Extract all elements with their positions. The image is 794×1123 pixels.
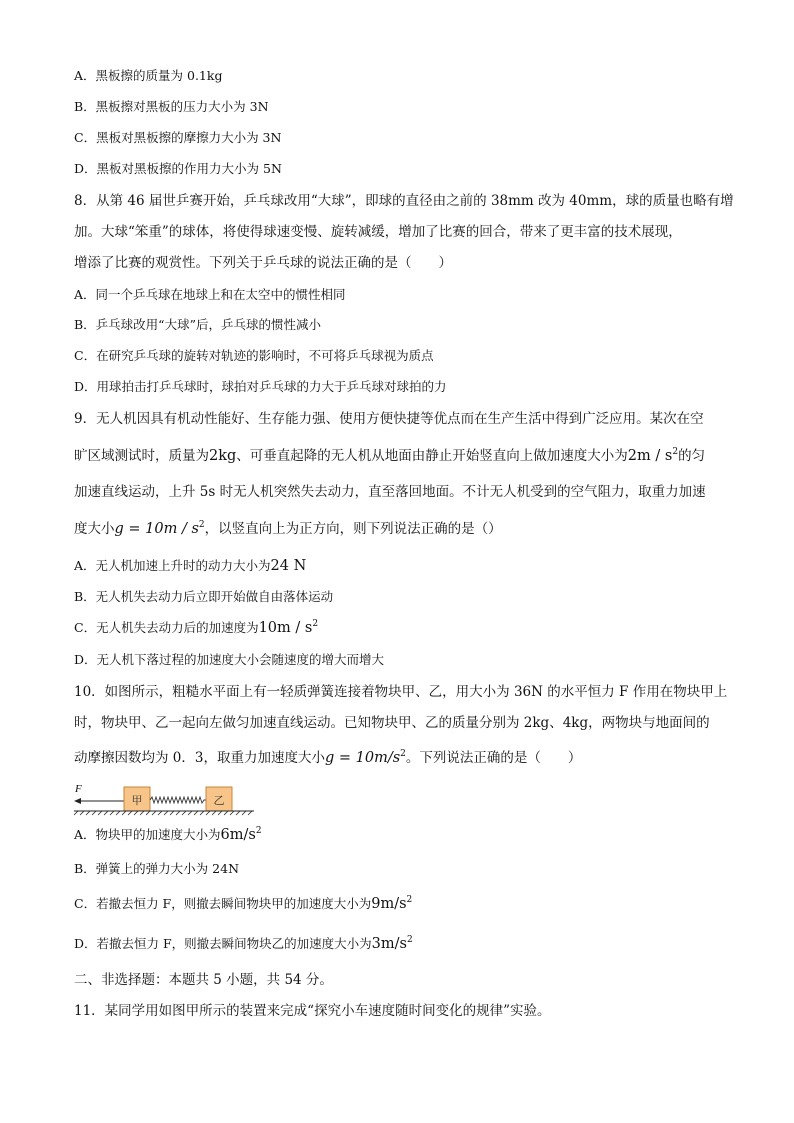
q9-acceleration-exponent: 2 xyxy=(672,447,679,457)
q10-option-d-text: D．若撤去恒力 F，则撤去瞬间物块乙的加速度大小为 xyxy=(74,936,372,951)
q10-gravity: g = 10m/s xyxy=(324,750,401,766)
q10-option-c-value: 9m/s xyxy=(371,896,407,912)
q8-option-a: A．同一个乒乓球在地球上和在太空中的惯性相同 xyxy=(74,287,346,302)
force-label: F xyxy=(75,783,82,795)
q9-text: 旷区域测试时，质量为 xyxy=(74,448,209,464)
force-arrow xyxy=(74,798,124,804)
q10-text: 动摩擦因数均为 0．3，取重力加速度大小 xyxy=(74,750,325,766)
q9-option-b: B．无人机失去动力后立即开始做自由落体运动 xyxy=(74,589,334,604)
section-heading: 二、非选择题：本题共 5 小题，共 54 分。 xyxy=(74,972,333,988)
q11-stem: 11．某同学用如图甲所示的装置来完成“探究小车速度随时间变化的规律”实验。 xyxy=(74,1003,551,1019)
q10-option-a xyxy=(74,825,262,845)
q10-option-c-exponent: 2 xyxy=(406,895,413,905)
q8-option-b: B．乒乓球改用“大球”后，乒乓球的惯性减小 xyxy=(74,317,321,332)
q9-text: 度大小 xyxy=(74,521,115,537)
q8-option-d: D．用球拍击打乒乓球时，球拍对乒乓球的力大于乒乓球对球拍的力 xyxy=(74,379,447,394)
q9-stem-line2 xyxy=(74,446,705,466)
q10-option-b: B．弹簧上的弹力大小为 24N xyxy=(74,861,240,876)
q9-stem-line3: 加速直线运动，上升 5s 时无人机突然失去动力，直至落回地面。不计无人机受到的空气阻力，取重力加速 xyxy=(74,484,706,500)
q8-stem-line2: 加。大球“笨重”的球体，将使得球速变慢、旋转减缓，增加了比赛的回合，带来了更丰富的技术展现， xyxy=(74,224,682,240)
q10-gravity-exponent: 2 xyxy=(400,749,406,759)
q7-option-d: D．黑板对黑板擦的作用力大小为 5N xyxy=(74,161,282,176)
q9-gravity: g = 10m / s xyxy=(114,521,199,537)
q9-option-c-value: 10m / s xyxy=(258,620,313,636)
q9-text: 的匀 xyxy=(678,448,706,464)
q8-stem-line1: 8．从第 46 届世乒赛开始，乒乓球改用“大球”，即球的直径由之前的 38mm 改为 40mm，球的质量也略有增 xyxy=(74,193,734,209)
q7-option-b: B．黑板擦对黑板的压力大小为 3N xyxy=(74,99,269,114)
q10-option-a-text: A．物块甲的加速度大小为 xyxy=(74,827,221,842)
q10-option-a-exponent: 2 xyxy=(255,826,262,836)
spring xyxy=(150,797,206,803)
q9-option-c xyxy=(74,618,318,638)
q8-stem-line3: 增添了比赛的观赏性。下列关于乒乓球的说法正确的是（ ） xyxy=(74,255,452,271)
q10-option-c-text: C．若撤去恒力 F，则撤去瞬间物块甲的加速度大小为 xyxy=(74,896,372,911)
q10-figure xyxy=(72,780,262,816)
q10-option-d-value: 3m/s xyxy=(371,936,407,952)
block-yi-label: 乙 xyxy=(213,794,225,807)
q9-option-a-text: A．无人机加速上升时的动力大小为 xyxy=(74,558,271,573)
q8-option-c: C．在研究乒乓球的旋转对轨迹的影响时，不可将乒乓球视为质点 xyxy=(74,348,434,363)
q7-option-a: A．黑板擦的质量为 0.1kg xyxy=(74,68,223,83)
q7-option-c: C．黑板对黑板擦的摩擦力大小为 3N xyxy=(74,130,282,145)
q10-option-a-value: 6m/s xyxy=(220,827,256,843)
q10-stem-line2: 时，物块甲、乙一起向左做匀加速直线运动。已知物块甲、乙的质量分别为 2kg、4kg，两物块与地面间的 xyxy=(74,715,710,731)
q9-stem-line4 xyxy=(74,519,502,539)
q9-text: ，以竖直向上为正方向，则下列说法正确的是（） xyxy=(204,521,502,537)
q9-gravity-exponent: 2 xyxy=(198,520,205,530)
rough-ground xyxy=(74,811,254,815)
q9-option-a-value: 24 N xyxy=(270,558,307,574)
q9-acceleration: 2m / s xyxy=(627,448,673,464)
q9-stem-line1: 9．无人机因具有机动性能好、生存能力强、使用方便快捷等优点而在生产生活中得到广泛应用。某次在空 xyxy=(74,411,704,427)
q9-option-a xyxy=(74,556,306,576)
q10-stem-line1: 10．如图所示，粗糙水平面上有一轻质弹簧连接着物块甲、乙，用大小为 36N 的水平恒力 F 作用在物块甲上 xyxy=(74,684,728,700)
block-jia-label: 甲 xyxy=(131,794,143,807)
q10-option-d xyxy=(74,934,413,954)
q9-option-c-exponent: 2 xyxy=(312,619,319,629)
q9-text: 、可垂直起降的无人机从地面由静止开始竖直向上做加速度大小为 xyxy=(236,448,628,464)
q10-option-d-exponent: 2 xyxy=(406,935,413,945)
q9-mass: 2kg xyxy=(209,448,237,464)
q9-option-c-text: C．无人机失去动力后的加速度为 xyxy=(74,620,259,635)
q10-text: 。下列说法正确的是（ ） xyxy=(405,750,582,766)
q10-option-c xyxy=(74,894,412,914)
q9-option-d: D．无人机下落过程的加速度大小会随速度的增大而增大 xyxy=(74,652,385,667)
q10-stem-line3 xyxy=(74,748,581,768)
